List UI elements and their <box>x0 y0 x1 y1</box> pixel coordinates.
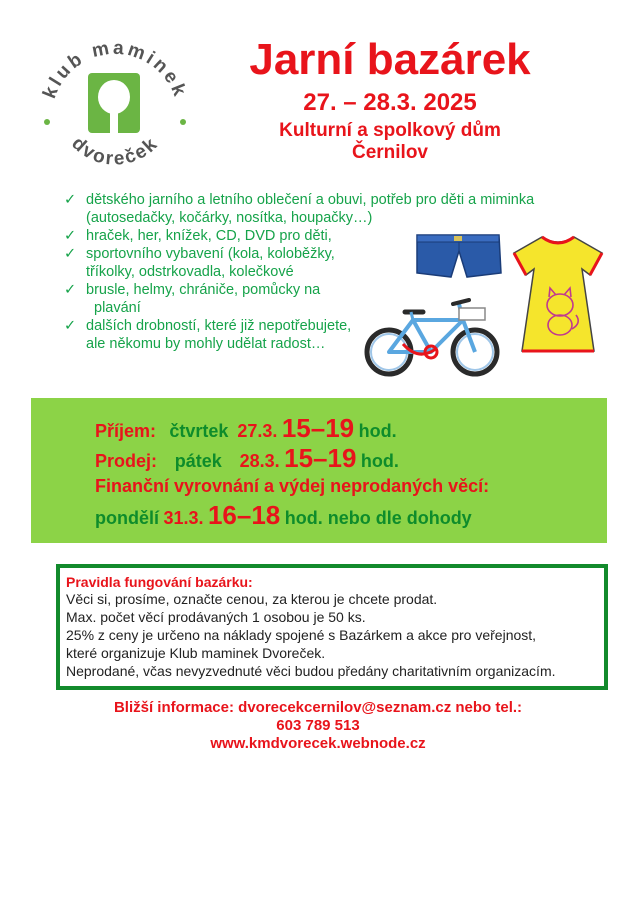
check-icon: ✓ <box>64 228 77 244</box>
settlement-time: 16–18 <box>207 500 281 530</box>
check-icon: ✓ <box>64 318 77 334</box>
logo-top-text: klub maminek <box>39 37 191 102</box>
sale-time: 15–19 <box>284 443 357 473</box>
rules-line: Neprodané, včas nevyzvednuté věci budou předány charitativním organizacím. <box>66 663 556 679</box>
contact-phone[interactable]: 603 789 513 <box>276 717 360 734</box>
intake-day: čtvrtek <box>169 421 229 441</box>
check-icon: ✓ <box>64 282 77 298</box>
intake-row <box>95 413 397 444</box>
check-icon: ✓ <box>64 192 77 208</box>
settlement-date: 31.3. <box>163 508 204 528</box>
schedule-box <box>31 398 607 543</box>
rules-line: Věci si, prosíme, označte cenou, za kterou je chcete prodat. <box>66 591 438 607</box>
sale-date: 28.3. <box>239 451 280 471</box>
settlement-suffix: hod. nebo dle dohody <box>284 508 472 528</box>
rules-title: Pravidla fungování bazárku: <box>66 574 253 590</box>
intake-date: 27.3. <box>237 421 278 441</box>
settlement-time-row <box>95 500 472 531</box>
tree-icon <box>88 73 140 133</box>
settlement-day: pondělí <box>95 508 159 528</box>
sale-label: Prodej: <box>95 451 158 471</box>
club-logo <box>30 25 200 180</box>
rules-line: 25% z ceny je určeno na náklady spojené s Bazárkem a akce pro veřejnost, <box>66 627 537 643</box>
settlement-row <box>95 476 489 497</box>
sale-row <box>95 443 399 474</box>
items-list <box>62 191 582 353</box>
event-dates: 27. – 28.3. 2025 <box>303 89 477 116</box>
list-item: ✓ hraček, her, knížek, CD, DVD pro děti, <box>64 228 332 244</box>
girl-dress-icon <box>510 233 606 355</box>
rules-box <box>56 564 608 690</box>
venue-town: Černilov <box>351 142 429 163</box>
event-venue <box>180 120 600 164</box>
intake-label: Příjem: <box>95 421 157 441</box>
venue-name: Kulturní a spolkový dům <box>279 120 501 141</box>
svg-text:dvoreček <box>67 133 162 170</box>
jeans-shorts-icon <box>413 233 503 285</box>
list-item: ✓ dětského jarního a letního oblečení a obuvi, potřeb pro děti a miminka (autosedačky, kočárky, nosítka, houpačky…) <box>64 192 535 226</box>
settlement-text: Finanční vyrovnání a výdej neprodaných věcí: <box>95 476 490 496</box>
contact-info: Bližší informace: dvorecekcernilov@seznam.cz nebo tel.: <box>113 699 523 716</box>
logo-dot-left <box>44 119 50 125</box>
rules-line: které organizuje Klub maminek Dvoreček. <box>66 645 326 661</box>
list-item: ✓ brusle, helmy, chrániče, pomůcky na plavání <box>64 282 321 316</box>
list-item: ✓ dalších drobností, které již nepotřebujete, ale někomu by mohly udělat radost… <box>64 318 352 352</box>
check-icon: ✓ <box>64 246 77 262</box>
bicycle-icon <box>363 292 503 378</box>
logo-bottom-text: dvoreček <box>67 132 163 170</box>
sale-unit: hod. <box>360 451 399 471</box>
intake-unit: hod. <box>358 421 397 441</box>
sale-day: pátek <box>174 451 222 471</box>
rules-line: Max. počet věcí prodávaných 1 osobou je 50 ks. <box>66 609 366 625</box>
event-title: Jarní bazárek <box>249 35 531 84</box>
list-item: ✓ sportovního vybavení (kola, koloběžky, tříkolky, odstrkovadla, kolečkové <box>64 246 335 280</box>
intake-time: 15–19 <box>281 413 355 443</box>
website-link[interactable]: www.kmdvorecek.webnode.cz <box>210 735 426 752</box>
